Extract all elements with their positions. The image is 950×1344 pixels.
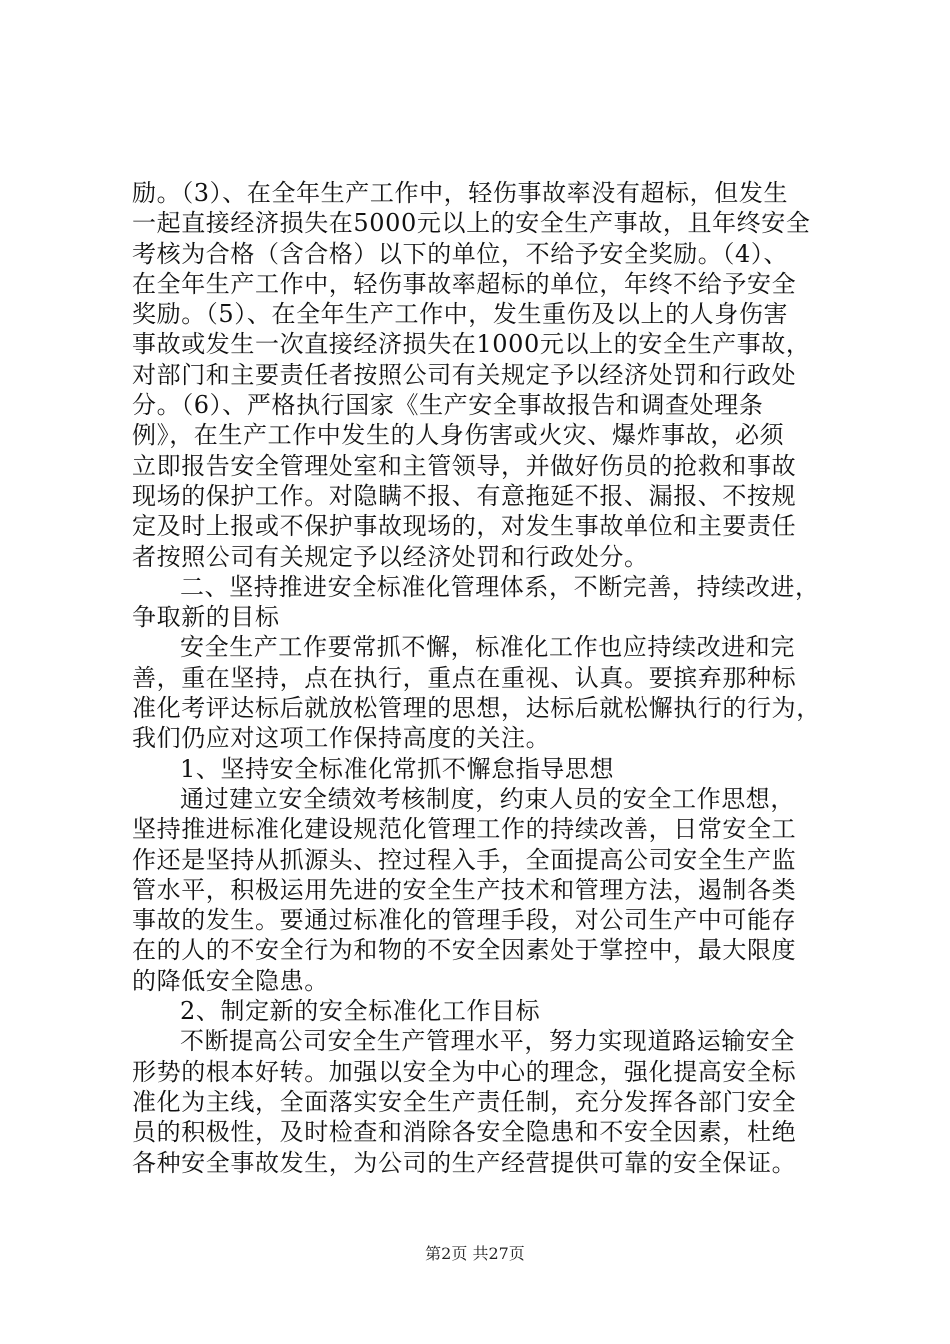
text-line: 定及时上报或不保护事故现场的，对发生事故单位和主要责任 bbox=[132, 512, 797, 541]
text-line: 善，重在坚持，点在执行，重点在重视、认真。要摈弃那种标 bbox=[132, 663, 797, 692]
text-line: 员的积极性，及时检查和消除各安全隐患和不安全因素，杜绝 bbox=[132, 1118, 797, 1147]
text-line: 分。（6）、严格执行国家《生产安全事故报告和调查处理条 bbox=[132, 391, 764, 420]
text-line: 安全生产工作要常抓不懈，标准化工作也应持续改进和完 bbox=[180, 633, 795, 662]
text-line: 不断提高公司安全生产管理水平，努力实现道路运输安全 bbox=[180, 1027, 795, 1056]
text-line: 准化考评达标后就放松管理的思想，达标后就松懈执行的行为， bbox=[132, 694, 821, 723]
text-line: 励。（3）、在全年生产工作中，轻伤事故率没有超标，但发生 bbox=[132, 179, 789, 207]
text-line: 事故的发生。要通过标准化的管理手段，对公司生产中可能存 bbox=[132, 906, 797, 935]
text-line: 事故或发生一次直接经济损失在1000元以上的安全生产事故， bbox=[132, 330, 811, 359]
text-line: 在全年生产工作中，轻伤事故率超标的单位，年终不给予安全 bbox=[132, 269, 797, 298]
text-line: 通过建立安全绩效考核制度，约束人员的安全工作思想， bbox=[180, 784, 795, 813]
page-number-footer: 第2页 共27页 bbox=[425, 1244, 525, 1263]
text-line: 各种安全事故发生，为公司的生产经营提供可靠的安全保证。 bbox=[132, 1148, 797, 1177]
text-line: 现场的保护工作。对隐瞒不报、有意拖延不报、漏报、不按规 bbox=[132, 481, 797, 510]
text-line: 准化为主线，全面落实安全生产责任制，充分发挥各部门安全 bbox=[132, 1087, 797, 1116]
text-line: 者按照公司有关规定予以经济处罚和行政处分。 bbox=[132, 542, 649, 571]
text-line: 奖励。（5）、在全年生产工作中，发生重伤及以上的人身伤害 bbox=[132, 300, 789, 329]
document-body bbox=[132, 178, 832, 1178]
text-line: 管水平，积极运用先进的安全生产技术和管理方法，遏制各类 bbox=[132, 875, 797, 904]
text-line: 二、坚持推进安全标准化管理体系，不断完善，持续改进， bbox=[180, 572, 820, 601]
text-line: 作还是坚持从抓源头、控过程入手，全面提高公司安全生产监 bbox=[132, 845, 797, 874]
text-line: 一起直接经济损失在5000元以上的安全生产事故，且年终安全 bbox=[132, 209, 811, 238]
text-line: 我们仍应对这项工作保持高度的关注。 bbox=[132, 724, 551, 753]
text-line: 争取新的目标 bbox=[132, 603, 280, 632]
text-line: 例》，在生产工作中发生的人身伤害或火灾、爆炸事故，必须 bbox=[132, 421, 785, 450]
text-line: 对部门和主要责任者按照公司有关规定予以经济处罚和行政处 bbox=[132, 360, 797, 389]
text-line: 的降低安全隐患。 bbox=[132, 966, 329, 995]
text-line: 考核为合格（含合格）以下的单位，不给予安全奖励。（4）、 bbox=[132, 239, 789, 268]
text-line: 2、制定新的安全标准化工作目标 bbox=[180, 997, 541, 1026]
text-line: 坚持推进标准化建设规范化管理工作的持续改善，日常安全工 bbox=[132, 815, 797, 844]
text-line: 在的人的不安全行为和物的不安全因素处于掌控中，最大限度 bbox=[132, 936, 797, 965]
text-line: 形势的根本好转。加强以安全为中心的理念，强化提高安全标 bbox=[132, 1057, 797, 1086]
text-line: 1、坚持安全标准化常抓不懈怠指导思想 bbox=[180, 754, 615, 783]
text-line: 立即报告安全管理处室和主管领导，并做好伤员的抢救和事故 bbox=[132, 451, 797, 480]
